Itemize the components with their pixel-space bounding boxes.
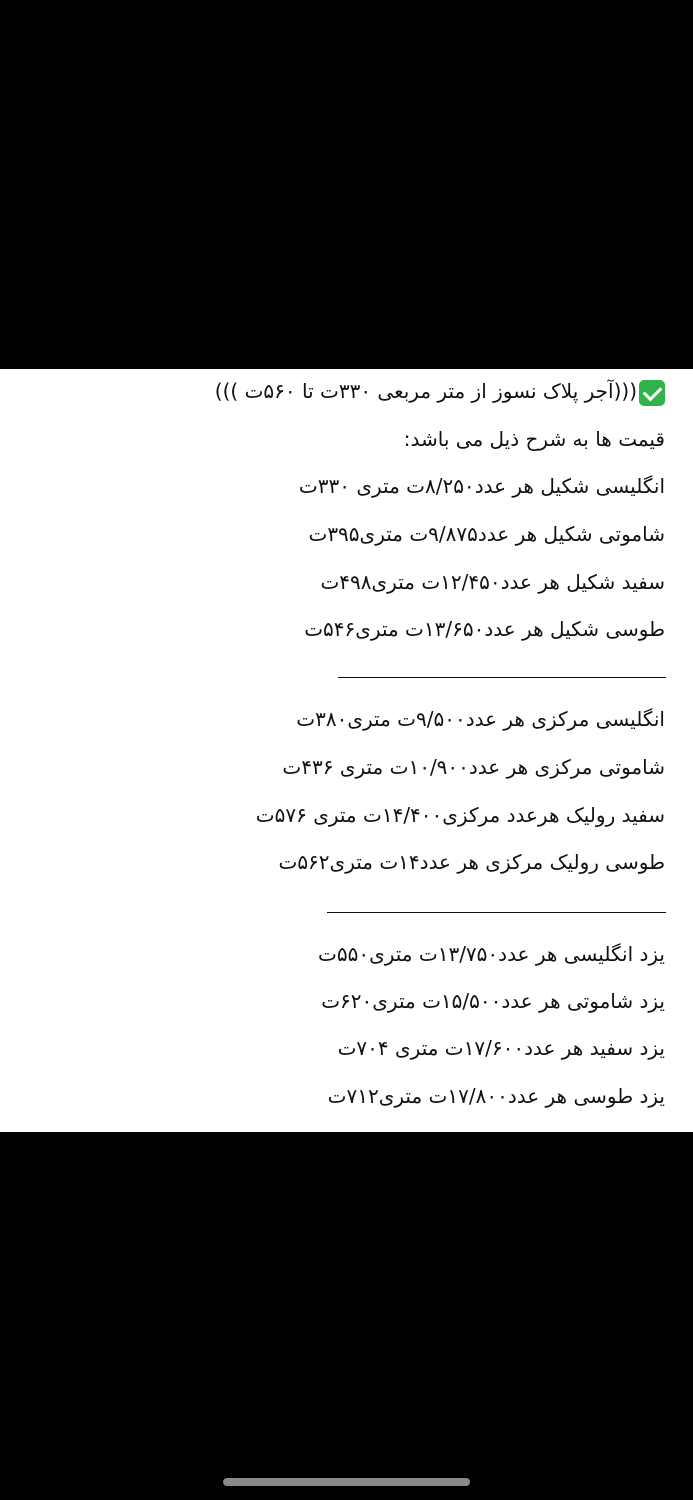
price-line-gray-shakil: طوسی شکیل هر عدد۱۳/۶۵۰ت متری۵۴۶ت xyxy=(304,617,665,641)
price-line-yazd-white: یزد سفید هر عدد۱۷/۶۰۰ت متری ۷۰۴ت xyxy=(337,1036,665,1060)
divider-line-2 xyxy=(327,912,666,913)
intro-text: قیمت ها به شرح ذیل می باشد: xyxy=(403,427,665,451)
bottom-black-area xyxy=(0,1132,693,1500)
price-line-gray-rolik: طوسی رولیک مرکزی هر عدد۱۴ت متری۵۶۲ت xyxy=(278,850,665,874)
home-indicator[interactable] xyxy=(223,1478,470,1486)
top-black-area xyxy=(0,0,693,369)
divider-line-1 xyxy=(338,677,666,678)
price-line-white-shakil: سفید شکیل هر عدد۱۲/۴۵۰ت متری۴۹۸ت xyxy=(320,570,665,594)
message-panel xyxy=(0,369,693,1132)
price-line-yazd-shamoti: یزد شاموتی هر عدد۱۵/۵۰۰ت متری۶۲۰ت xyxy=(321,989,665,1013)
price-line-yazd-gray: یزد طوسی هر عدد۱۷/۸۰۰ت متری۷۱۲ت xyxy=(327,1084,665,1108)
header-text: (((آجر پلاک نسوز از متر مربعی ۳۳۰ت تا ۵۶۰ت ))) xyxy=(214,379,637,403)
price-line-english-shakil: انگلیسی شکیل هر عدد۸/۲۵۰ت متری ۳۳۰ت xyxy=(298,474,665,498)
price-line-shamoti-shakil: شاموتی شکیل هر عدد۹/۸۷۵ت متری۳۹۵ت xyxy=(308,522,665,546)
check-mark-button-icon xyxy=(639,380,665,406)
price-line-english-markazi: انگلیسی مرکزی هر عدد۹/۵۰۰ت متری۳۸۰ت xyxy=(296,707,665,731)
header-line xyxy=(215,371,665,411)
price-line-shamoti-markazi: شاموتی مرکزی هر عدد۱۰/۹۰۰ت متری ۴۳۶ت xyxy=(282,755,665,779)
price-line-yazd-english: یزد انگلیسی هر عدد۱۳/۷۵۰ت متری۵۵۰ت xyxy=(318,942,665,966)
price-line-white-rolik: سفید رولیک هرعدد مرکزی۱۴/۴۰۰ت متری ۵۷۶ت xyxy=(255,803,665,827)
